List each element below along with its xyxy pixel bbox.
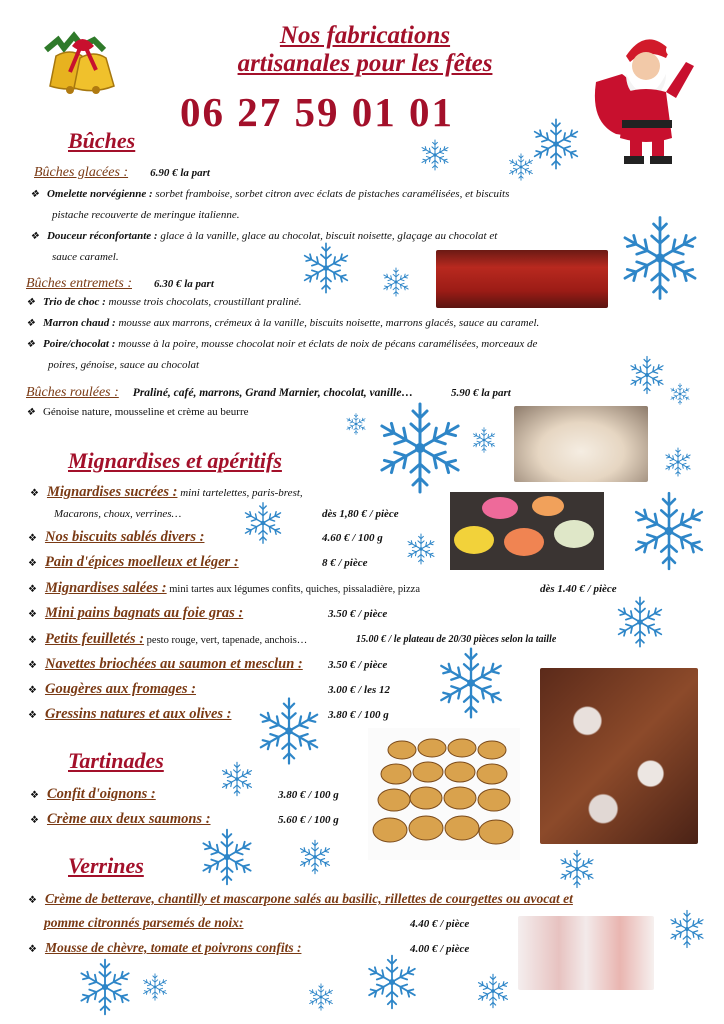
- bullet-diamond-icon: ❖: [28, 944, 37, 955]
- item-desc: mini tartelettes, paris-brest,: [177, 487, 303, 499]
- item-label: Mini pains bagnats au foie gras :: [44, 605, 244, 621]
- item-label: Nos biscuits sablés divers :: [44, 529, 205, 545]
- item-desc: sorbet framboise, sorbet citron avec éclats de pistaches caramélisées, et biscuits: [152, 188, 510, 200]
- buches-roulees-label: Bûches roulées :: [26, 385, 119, 400]
- item-price: 4.40 € / pièce: [410, 918, 470, 930]
- page-title-line2: artisanales pour les fêtes: [237, 50, 493, 77]
- snowflake-icon: [612, 594, 668, 650]
- bullet-diamond-icon: ❖: [26, 318, 35, 329]
- verrines-photo: [518, 916, 654, 990]
- item-price: 3.80 € / 100 g: [278, 789, 339, 801]
- item-price: dès 1.40 € / pièce: [540, 583, 617, 595]
- snowflake-icon: [662, 446, 694, 478]
- bullet-diamond-icon: ❖: [30, 815, 39, 826]
- item-name: Marron chaud :: [42, 317, 116, 329]
- bullet-diamond-icon: ❖: [28, 558, 37, 569]
- item-desc: glace à la vanille, glace au chocolat, biscuit noisette, glaçage au chocolat et: [157, 230, 498, 242]
- item-desc: Macarons, choux, verrines…: [54, 508, 182, 520]
- bullet-diamond-icon: ❖: [28, 660, 37, 671]
- page-title-line1: Nos fabrications: [279, 22, 451, 49]
- item-desc: pistache recouverte de meringue italienne.: [52, 209, 240, 221]
- verrines-heading: Verrines: [68, 853, 144, 878]
- bullet-diamond-icon: ❖: [28, 635, 37, 646]
- santa-icon: [586, 22, 698, 172]
- item-desc: mousse trois chocolats, croustillant praliné.: [105, 296, 302, 308]
- mignardises-tray-photo: [540, 668, 698, 844]
- item-name: Trio de choc :: [42, 296, 106, 308]
- bullet-diamond-icon: ❖: [30, 488, 39, 499]
- item-desc: mini tartes aux légumes confits, quiches, pissaladière, pizza: [166, 584, 421, 595]
- snowflake-icon: [528, 116, 584, 172]
- buches-glacees-price: 6.90 € la part: [150, 167, 210, 179]
- buches-heading: Bûches: [68, 128, 136, 153]
- item-label: Navettes briochées au saumon et mesclun :: [44, 656, 303, 672]
- bullet-diamond-icon: ❖: [26, 339, 35, 350]
- snowflake-icon: [470, 426, 498, 454]
- snowflake-icon: [296, 838, 334, 876]
- item-label: Pain d'épices moelleux et léger :: [44, 554, 239, 570]
- buches-glacees-label: Bûches glacées :: [34, 165, 129, 180]
- item-price: 3.00 € / les 12: [328, 684, 391, 696]
- item-label: Mignardises sucrées :: [46, 484, 178, 500]
- item-label: Confit d'oignons :: [46, 786, 156, 802]
- item-desc: sauce caramel.: [52, 251, 119, 263]
- item-desc: mousse aux marrons, crémeux à la vanille, biscuits noisette, marrons glacés, sauce au caramel.: [115, 317, 540, 329]
- bells-icon: [36, 28, 132, 108]
- bullet-diamond-icon: ❖: [26, 297, 35, 308]
- snowflake-icon: [432, 644, 510, 722]
- snowflake-icon: [240, 500, 286, 546]
- item-label: Crème aux deux saumons :: [46, 811, 211, 827]
- snowflake-icon: [626, 488, 712, 574]
- macarons-photo: [450, 492, 604, 570]
- item-price: 3.50 € / pièce: [328, 608, 388, 620]
- buches-roulees-price: 5.90 € la part: [450, 387, 511, 399]
- tartinades-heading: Tartinades: [68, 748, 164, 773]
- snowflake-icon: [668, 382, 692, 406]
- burgers-photo: [368, 728, 520, 860]
- snowflake-icon: [506, 152, 536, 182]
- buches-roulees-flavors: Praliné, café, marrons, Grand Marnier, chocolat, vanille…: [132, 387, 413, 399]
- snowflake-icon: [140, 972, 170, 1002]
- bullet-diamond-icon: ❖: [28, 895, 37, 906]
- item-label: Crème de betterave, chantilly et mascarpone salés au basilic, rillettes de courgettes ou avocat et: [44, 891, 573, 906]
- item-label: Gougères aux fromages :: [44, 681, 197, 697]
- item-label: Mousse de chèvre, tomate et poivrons confits :: [44, 940, 302, 955]
- item-price: 3.80 € / 100 g: [328, 709, 389, 721]
- snowflake-icon: [418, 138, 452, 172]
- item-price: dès 1,80 € / pièce: [322, 508, 399, 520]
- item-price: 15.00 € / le plateau de 20/30 pièces selon la taille: [356, 634, 557, 645]
- snowflake-icon: [404, 532, 438, 566]
- phone-number: 06 27 59 01 01: [180, 89, 454, 135]
- item-name: Omelette norvégienne :: [46, 188, 153, 200]
- bullet-diamond-icon: ❖: [30, 790, 39, 801]
- snowflake-icon: [74, 956, 136, 1018]
- item-label: Petits feuilletés :: [44, 631, 145, 647]
- item-label: Gressins natures et aux olives :: [44, 706, 232, 722]
- item-desc: mousse à la poire, mousse chocolat noir et éclats de noix de pécans caramélisées, morceaux de: [115, 338, 538, 350]
- buches-entremets-label: Bûches entremets :: [26, 276, 132, 291]
- bullet-diamond-icon: ❖: [28, 584, 37, 595]
- snowflake-icon: [370, 398, 470, 498]
- bullet-diamond-icon: ❖: [28, 609, 37, 620]
- bullet-diamond-icon: ❖: [30, 189, 39, 200]
- snowflake-icon: [556, 848, 598, 890]
- item-price: 4.00 € / pièce: [410, 943, 470, 955]
- snowflake-icon: [666, 908, 708, 950]
- item-name: Poire/chocolat :: [42, 338, 116, 350]
- mignardises-heading: Mignardises et apéritifs: [68, 448, 282, 473]
- item-label: pomme citronnés parsemés de noix:: [44, 915, 244, 930]
- bullet-diamond-icon: ❖: [26, 407, 35, 418]
- bullet-diamond-icon: ❖: [28, 685, 37, 696]
- item-name: Douceur réconfortante :: [46, 230, 158, 242]
- item-price: 4.60 € / 100 g: [322, 532, 383, 544]
- buches-entremets-price: 6.30 € la part: [154, 278, 214, 290]
- snowflake-icon: [344, 412, 368, 436]
- snowflake-icon: [474, 972, 512, 1010]
- snowflake-icon: [252, 694, 326, 768]
- item-label: Mignardises salées :: [44, 580, 167, 596]
- item-desc: poires, génoise, sauce au chocolat: [48, 359, 200, 371]
- bullet-diamond-icon: ❖: [30, 231, 39, 242]
- item-price: 8 € / pièce: [322, 557, 368, 569]
- buche-roulee-photo: [514, 406, 648, 482]
- bullet-diamond-icon: ❖: [28, 533, 37, 544]
- snowflake-icon: [196, 826, 258, 888]
- snowflake-icon: [306, 982, 336, 1012]
- snowflake-icon: [362, 952, 422, 1012]
- item-desc: pesto rouge, vert, tapenade, anchois…: [144, 635, 308, 646]
- snowflake-icon: [218, 760, 256, 798]
- item-price: 3.50 € / pièce: [328, 659, 388, 671]
- buches-roulees-note: Génoise nature, mousseline et crème au beurre: [42, 406, 249, 418]
- item-price: 5.60 € / 100 g: [278, 814, 339, 826]
- bullet-diamond-icon: ❖: [28, 710, 37, 721]
